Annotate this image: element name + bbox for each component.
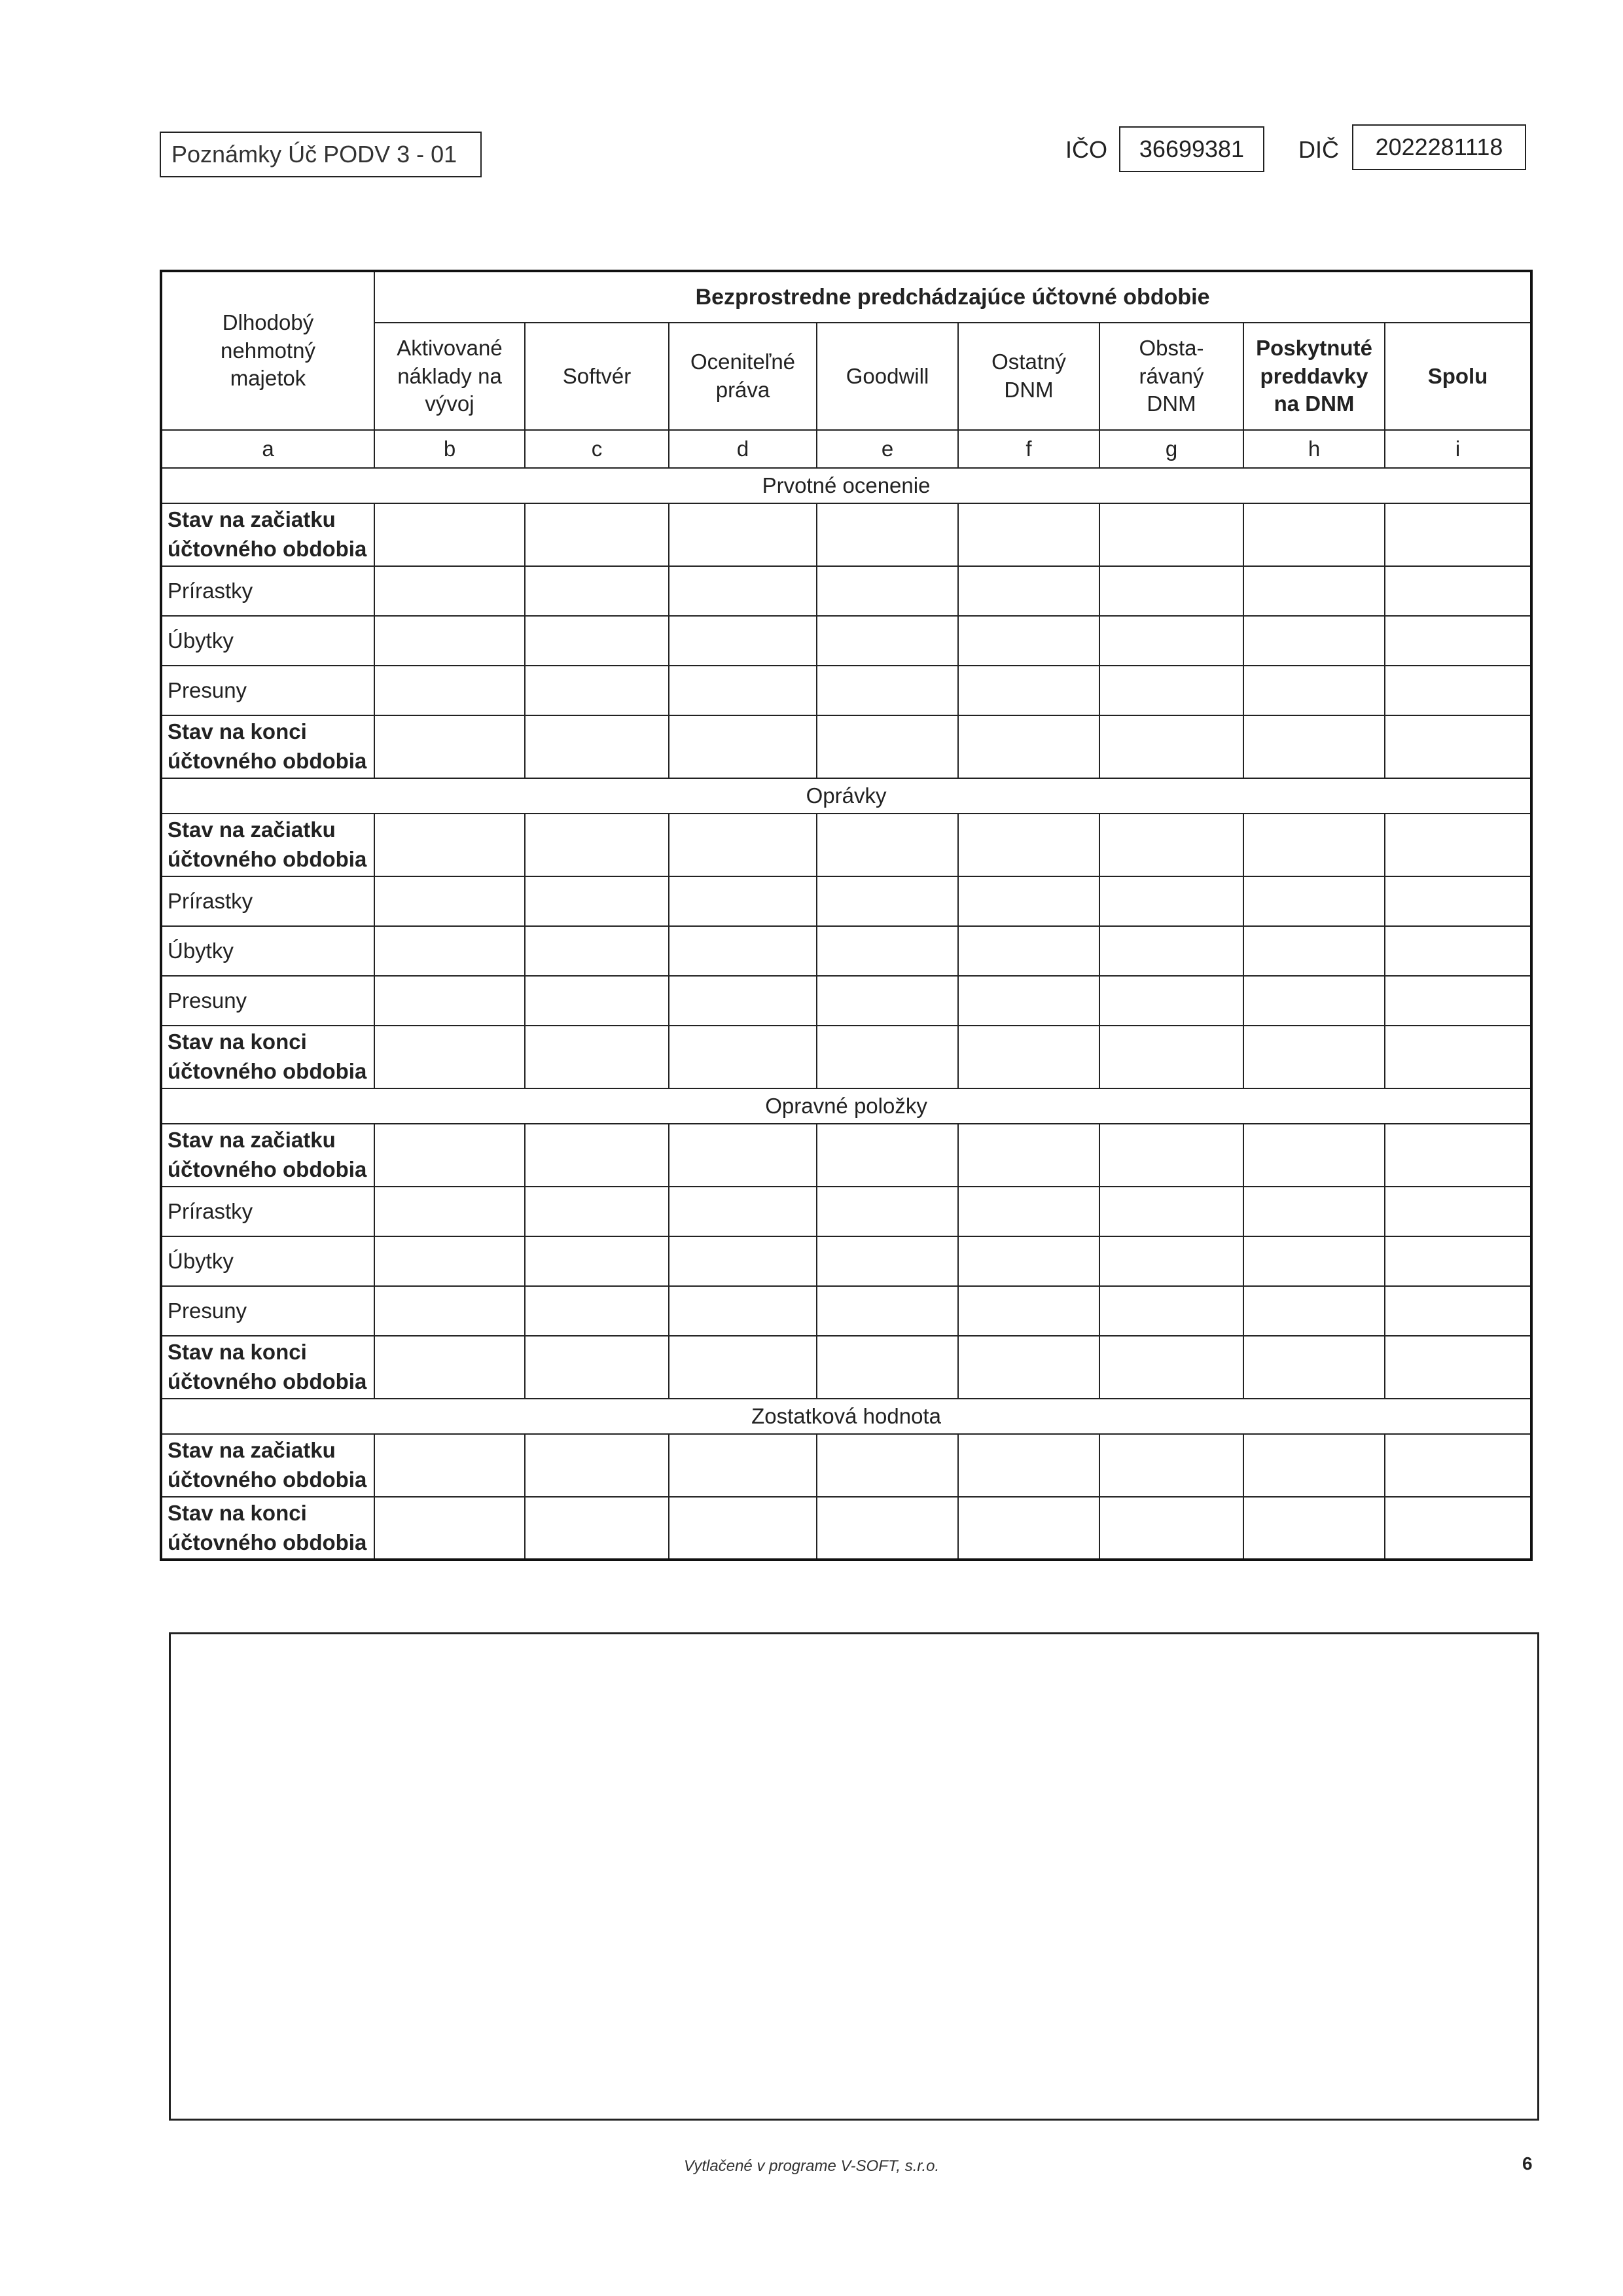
value-cell[interactable]	[525, 1434, 669, 1497]
value-cell[interactable]	[1243, 1434, 1385, 1497]
section-title: Oprávky	[161, 778, 1531, 814]
page-number: 6	[1522, 2153, 1533, 2174]
column-header: Ostatný DNM	[958, 323, 1099, 430]
row-label: Úbytky	[161, 616, 374, 666]
value-cell[interactable]	[374, 926, 525, 976]
column-letter: i	[1385, 430, 1531, 468]
value-cell[interactable]	[374, 876, 525, 926]
row-label: Stav na konci účtovného obdobia	[161, 1026, 374, 1088]
table-row	[161, 1187, 1531, 1236]
value-cell[interactable]	[374, 503, 525, 566]
value-cell[interactable]	[1243, 566, 1385, 616]
table-row	[161, 715, 1531, 778]
column-header: Spolu	[1385, 323, 1531, 430]
column-header: Softvér	[525, 323, 669, 430]
value-cell[interactable]	[817, 976, 958, 1026]
value-cell[interactable]	[817, 876, 958, 926]
value-cell[interactable]	[1385, 876, 1531, 926]
value-cell[interactable]	[1099, 1497, 1243, 1560]
value-cell[interactable]	[1099, 715, 1243, 778]
value-cell[interactable]	[669, 1124, 817, 1187]
ico-label: IČO	[1065, 136, 1108, 163]
value-cell[interactable]	[958, 715, 1099, 778]
value-cell[interactable]	[817, 503, 958, 566]
value-cell[interactable]	[958, 926, 1099, 976]
value-cell[interactable]	[1243, 976, 1385, 1026]
value-cell[interactable]	[1385, 814, 1531, 876]
column-letter: d	[669, 430, 817, 468]
column-letter: h	[1243, 430, 1385, 468]
value-cell[interactable]	[1385, 566, 1531, 616]
row-label: Presuny	[161, 976, 374, 1026]
row-label: Stav na konci účtovného obdobia	[161, 715, 374, 778]
printed-by: Vytlačené v programe V-SOFT, s.r.o.	[683, 2157, 940, 2175]
value-cell[interactable]	[669, 1026, 817, 1088]
table-row	[161, 1236, 1531, 1286]
value-cell[interactable]	[958, 666, 1099, 715]
value-cell[interactable]	[525, 1026, 669, 1088]
value-cell[interactable]	[817, 1124, 958, 1187]
value-cell[interactable]	[1243, 1124, 1385, 1187]
row-label: Prírastky	[161, 566, 374, 616]
value-cell[interactable]	[374, 666, 525, 715]
column-letter: e	[817, 430, 958, 468]
value-cell[interactable]	[1099, 976, 1243, 1026]
value-cell[interactable]	[669, 876, 817, 926]
dic-value: 2022281118	[1352, 124, 1526, 170]
value-cell[interactable]	[1243, 1336, 1385, 1399]
value-cell[interactable]	[1243, 715, 1385, 778]
value-cell[interactable]	[1243, 1286, 1385, 1336]
row-label: Stav na začiatku účtovného obdobia	[161, 1434, 374, 1497]
value-cell[interactable]	[669, 814, 817, 876]
value-cell[interactable]	[1099, 566, 1243, 616]
value-cell[interactable]	[1243, 1497, 1385, 1560]
value-cell[interactable]	[1099, 616, 1243, 666]
value-cell[interactable]	[669, 616, 817, 666]
value-cell[interactable]	[817, 715, 958, 778]
column-header: Oceniteľné práva	[669, 323, 817, 430]
value-cell[interactable]	[1099, 926, 1243, 976]
table-row	[161, 503, 1531, 566]
value-cell[interactable]	[958, 1434, 1099, 1497]
value-cell[interactable]	[958, 616, 1099, 666]
row-label: Stav na začiatku účtovného obdobia	[161, 1124, 374, 1187]
value-cell[interactable]	[1385, 1286, 1531, 1336]
value-cell[interactable]	[525, 666, 669, 715]
value-cell[interactable]	[958, 1124, 1099, 1187]
value-cell[interactable]	[817, 1336, 958, 1399]
section-header-row	[161, 1399, 1531, 1434]
row-label: Presuny	[161, 666, 374, 715]
section-header-row	[161, 1088, 1531, 1124]
value-cell[interactable]	[1099, 1336, 1243, 1399]
value-cell[interactable]	[525, 814, 669, 876]
value-cell[interactable]	[669, 566, 817, 616]
value-cell[interactable]	[1385, 1336, 1531, 1399]
table-row	[161, 1434, 1531, 1497]
column-letter: c	[525, 430, 669, 468]
value-cell[interactable]	[374, 1124, 525, 1187]
notes-box[interactable]	[169, 1632, 1539, 2121]
table-row	[161, 1026, 1531, 1088]
value-cell[interactable]	[374, 1497, 525, 1560]
value-cell[interactable]	[958, 503, 1099, 566]
value-cell[interactable]	[817, 1497, 958, 1560]
value-cell[interactable]	[1099, 1434, 1243, 1497]
value-cell[interactable]	[669, 1497, 817, 1560]
column-header: Goodwill	[817, 323, 958, 430]
value-cell[interactable]	[1385, 1026, 1531, 1088]
value-cell[interactable]	[1385, 1187, 1531, 1236]
row-label: Úbytky	[161, 926, 374, 976]
value-cell[interactable]	[1099, 1187, 1243, 1236]
value-cell[interactable]	[958, 1497, 1099, 1560]
value-cell[interactable]	[669, 1187, 817, 1236]
value-cell[interactable]	[1099, 1286, 1243, 1336]
value-cell[interactable]	[525, 1187, 669, 1236]
row-label: Stav na začiatku účtovného obdobia	[161, 503, 374, 566]
value-cell[interactable]	[669, 1236, 817, 1286]
value-cell[interactable]	[958, 876, 1099, 926]
value-cell[interactable]	[958, 814, 1099, 876]
row-label: Úbytky	[161, 1236, 374, 1286]
value-cell[interactable]	[1243, 1187, 1385, 1236]
value-cell[interactable]	[374, 1026, 525, 1088]
value-cell[interactable]	[374, 616, 525, 666]
column-header: Aktivované náklady na vývoj	[374, 323, 525, 430]
value-cell[interactable]	[1099, 503, 1243, 566]
value-cell[interactable]	[958, 1026, 1099, 1088]
value-cell[interactable]	[1385, 1434, 1531, 1497]
value-cell[interactable]	[817, 926, 958, 976]
table-row	[161, 1124, 1531, 1187]
value-cell[interactable]	[669, 926, 817, 976]
value-cell[interactable]	[1099, 876, 1243, 926]
value-cell[interactable]	[1099, 814, 1243, 876]
value-cell[interactable]	[958, 976, 1099, 1026]
value-cell[interactable]	[1385, 616, 1531, 666]
column-header: Poskytnuté preddavky na DNM	[1243, 323, 1385, 430]
value-cell[interactable]	[1099, 1236, 1243, 1286]
value-cell[interactable]	[1243, 876, 1385, 926]
value-cell[interactable]	[669, 976, 817, 1026]
value-cell[interactable]	[374, 715, 525, 778]
value-cell[interactable]	[525, 503, 669, 566]
value-cell[interactable]	[958, 1236, 1099, 1286]
table-row	[161, 926, 1531, 976]
table-row	[161, 1336, 1531, 1399]
row-label: Stav na konci účtovného obdobia	[161, 1497, 374, 1560]
table-row	[161, 876, 1531, 926]
value-cell[interactable]	[817, 1286, 958, 1336]
section-title: Zostatková hodnota	[161, 1399, 1531, 1434]
value-cell[interactable]	[525, 1497, 669, 1560]
value-cell[interactable]	[525, 1236, 669, 1286]
value-cell[interactable]	[1243, 1026, 1385, 1088]
value-cell[interactable]	[669, 1286, 817, 1336]
section-title: Prvotné ocenenie	[161, 468, 1531, 503]
row-label: Prírastky	[161, 1187, 374, 1236]
ico-value: 36699381	[1119, 126, 1264, 172]
value-cell[interactable]	[669, 1434, 817, 1497]
table-row	[161, 976, 1531, 1026]
value-cell[interactable]	[669, 503, 817, 566]
value-cell[interactable]	[1243, 814, 1385, 876]
column-letter: b	[374, 430, 525, 468]
value-cell[interactable]	[817, 814, 958, 876]
value-cell[interactable]	[1385, 503, 1531, 566]
value-cell[interactable]	[374, 814, 525, 876]
value-cell[interactable]	[525, 715, 669, 778]
column-a-header: Dlhodobý nehmotný majetok	[161, 271, 374, 430]
value-cell[interactable]	[1385, 715, 1531, 778]
value-cell[interactable]	[525, 926, 669, 976]
row-label: Prírastky	[161, 876, 374, 926]
dic-label: DIČ	[1298, 136, 1339, 163]
value-cell[interactable]	[958, 566, 1099, 616]
value-cell[interactable]	[817, 1434, 958, 1497]
value-cell[interactable]	[817, 1236, 958, 1286]
row-label: Stav na začiatku účtovného obdobia	[161, 814, 374, 876]
table-row	[161, 666, 1531, 715]
value-cell[interactable]	[669, 1336, 817, 1399]
value-cell[interactable]	[1243, 503, 1385, 566]
period-header: Bezprostredne predchádzajúce účtovné obdobie	[374, 271, 1531, 323]
value-cell[interactable]	[374, 976, 525, 1026]
table-row	[161, 616, 1531, 666]
intangible-assets-table	[160, 270, 1533, 1561]
value-cell[interactable]	[1243, 666, 1385, 715]
value-cell[interactable]	[817, 616, 958, 666]
row-label: Presuny	[161, 1286, 374, 1336]
value-cell[interactable]	[817, 1187, 958, 1236]
value-cell[interactable]	[958, 1336, 1099, 1399]
table-row	[161, 566, 1531, 616]
value-cell[interactable]	[669, 666, 817, 715]
column-header: Obsta- rávaný DNM	[1099, 323, 1243, 430]
value-cell[interactable]	[374, 1336, 525, 1399]
value-cell[interactable]	[374, 1236, 525, 1286]
section-header-row	[161, 468, 1531, 503]
column-letter: f	[958, 430, 1099, 468]
value-cell[interactable]	[525, 1336, 669, 1399]
value-cell[interactable]	[525, 1286, 669, 1336]
value-cell[interactable]	[1385, 1497, 1531, 1560]
row-label: Stav na konci účtovného obdobia	[161, 1336, 374, 1399]
column-letter: g	[1099, 430, 1243, 468]
value-cell[interactable]	[958, 1187, 1099, 1236]
value-cell[interactable]	[1385, 1124, 1531, 1187]
value-cell[interactable]	[374, 1434, 525, 1497]
value-cell[interactable]	[525, 566, 669, 616]
value-cell[interactable]	[1243, 1236, 1385, 1286]
value-cell[interactable]	[525, 1124, 669, 1187]
value-cell[interactable]	[1099, 666, 1243, 715]
value-cell[interactable]	[1243, 926, 1385, 976]
section-title: Opravné položky	[161, 1088, 1531, 1124]
value-cell[interactable]	[374, 1187, 525, 1236]
value-cell[interactable]	[1385, 1236, 1531, 1286]
value-cell[interactable]	[525, 616, 669, 666]
value-cell[interactable]	[525, 876, 669, 926]
value-cell[interactable]	[374, 566, 525, 616]
value-cell[interactable]	[374, 1286, 525, 1336]
value-cell[interactable]	[1099, 1026, 1243, 1088]
table-row	[161, 1497, 1531, 1560]
document-label: Poznámky Úč PODV 3 - 01	[160, 132, 482, 177]
value-cell[interactable]	[1385, 926, 1531, 976]
table-row	[161, 814, 1531, 876]
table-row	[161, 1286, 1531, 1336]
value-cell[interactable]	[1099, 1124, 1243, 1187]
value-cell[interactable]	[817, 566, 958, 616]
value-cell[interactable]	[817, 666, 958, 715]
value-cell[interactable]	[525, 976, 669, 1026]
value-cell[interactable]	[669, 715, 817, 778]
section-header-row	[161, 778, 1531, 814]
value-cell[interactable]	[1385, 666, 1531, 715]
value-cell[interactable]	[958, 1286, 1099, 1336]
value-cell[interactable]	[1243, 616, 1385, 666]
value-cell[interactable]	[817, 1026, 958, 1088]
column-letter: a	[161, 430, 374, 468]
value-cell[interactable]	[1385, 976, 1531, 1026]
